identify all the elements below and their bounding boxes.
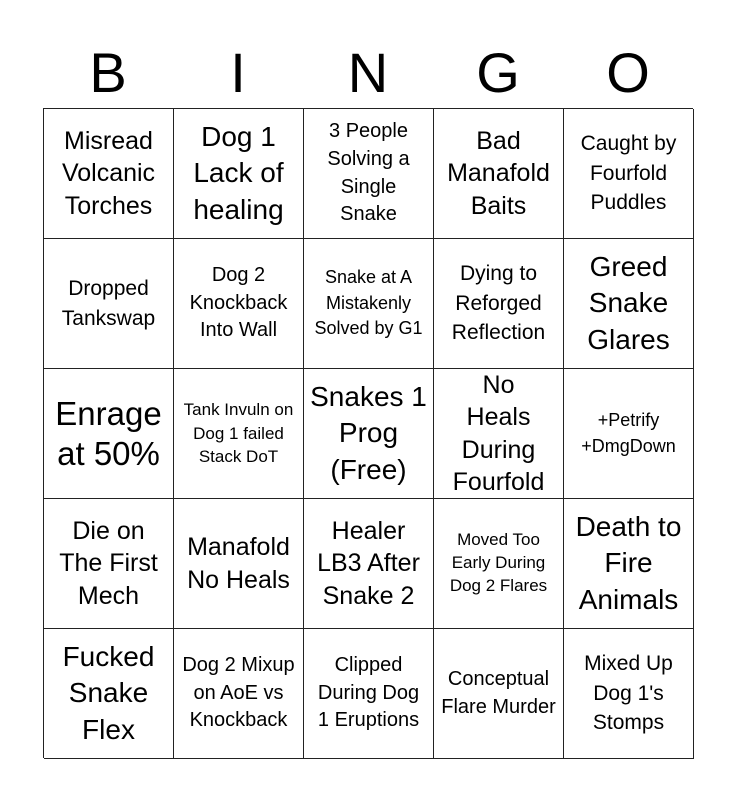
cell-text: Conceptual Flare Murder [441, 667, 556, 718]
bingo-cell[interactable] [564, 239, 694, 369]
bingo-cell[interactable] [304, 629, 434, 759]
bingo-cell[interactable] [304, 109, 434, 239]
cell-text: Clipped During Dog 1 Eruptions [317, 654, 420, 732]
header-letter-o: O [606, 41, 650, 104]
cell-text: +Petrify +DmgDown [581, 409, 676, 456]
header-letter-n: N [347, 41, 389, 104]
cell-text: Mixed Up Dog 1's Stomps [584, 652, 673, 735]
bingo-cell[interactable] [434, 239, 564, 369]
cell-text: 3 People Solving a Single Snake [327, 120, 410, 226]
bingo-cell[interactable] [44, 239, 174, 369]
cell-text: Dog 1 Lack of healing [193, 120, 284, 225]
bingo-cell[interactable] [304, 239, 434, 369]
bingo-cell[interactable] [434, 629, 564, 759]
bingo-cell[interactable] [564, 499, 694, 629]
cell-text: Dying to Reforged Reflection [451, 262, 546, 345]
bingo-cell[interactable] [304, 499, 434, 629]
bingo-cell[interactable] [174, 239, 304, 369]
bingo-cell[interactable] [304, 369, 434, 499]
cell-text: Fucked Snake Flex [62, 640, 155, 745]
cell-text: Caught by Fourfold Puddles [580, 132, 677, 215]
bingo-cell[interactable] [434, 369, 564, 499]
cell-text: Death to Fire Animals [575, 510, 682, 615]
cell-text: Moved Too Early During Dog 2 Flares [449, 530, 548, 595]
bingo-cell[interactable] [44, 629, 174, 759]
bingo-header [43, 38, 693, 108]
bingo-grid [43, 108, 693, 758]
cell-text: Dropped Tankswap [61, 277, 156, 330]
cell-text: Greed Snake Glares [587, 250, 670, 355]
bingo-cell[interactable] [44, 499, 174, 629]
bingo-cell[interactable] [564, 629, 694, 759]
bingo-cell[interactable] [174, 109, 304, 239]
cell-text: Bad Manafold Baits [447, 126, 550, 220]
cell-text: Healer LB3 After Snake 2 [317, 516, 420, 610]
bingo-cell[interactable] [44, 369, 174, 499]
cell-text: Snake at A Mistakenly Solved by G1 [314, 267, 423, 339]
bingo-cell[interactable] [564, 369, 694, 499]
cell-text: Snakes 1 Prog (Free) [310, 380, 427, 485]
bingo-cell[interactable] [174, 499, 304, 629]
cell-text: Misread Volcanic Torches [61, 126, 156, 220]
bingo-cell[interactable] [44, 109, 174, 239]
bingo-cell[interactable] [174, 629, 304, 759]
header-letter-b: B [89, 41, 127, 104]
header-letter-g: G [476, 41, 520, 104]
bingo-cell[interactable] [174, 369, 304, 499]
cell-text: Dog 2 Mixup on AoE vs Knockback [182, 654, 295, 732]
cell-text: Manafold No Heals [187, 533, 290, 594]
cell-text: Die on The First Mech [59, 516, 158, 610]
cell-text: No Heals During Fourfold [452, 370, 545, 496]
bingo-cell[interactable] [434, 109, 564, 239]
cell-text: Enrage at 50% [55, 394, 162, 472]
bingo-cell[interactable] [434, 499, 564, 629]
bingo-cell[interactable] [564, 109, 694, 239]
cell-text: Dog 2 Knockback Into Wall [189, 264, 288, 342]
cell-text: Tank Invuln on Dog 1 failed Stack DoT [183, 399, 294, 467]
header-letter-i: I [230, 41, 246, 104]
